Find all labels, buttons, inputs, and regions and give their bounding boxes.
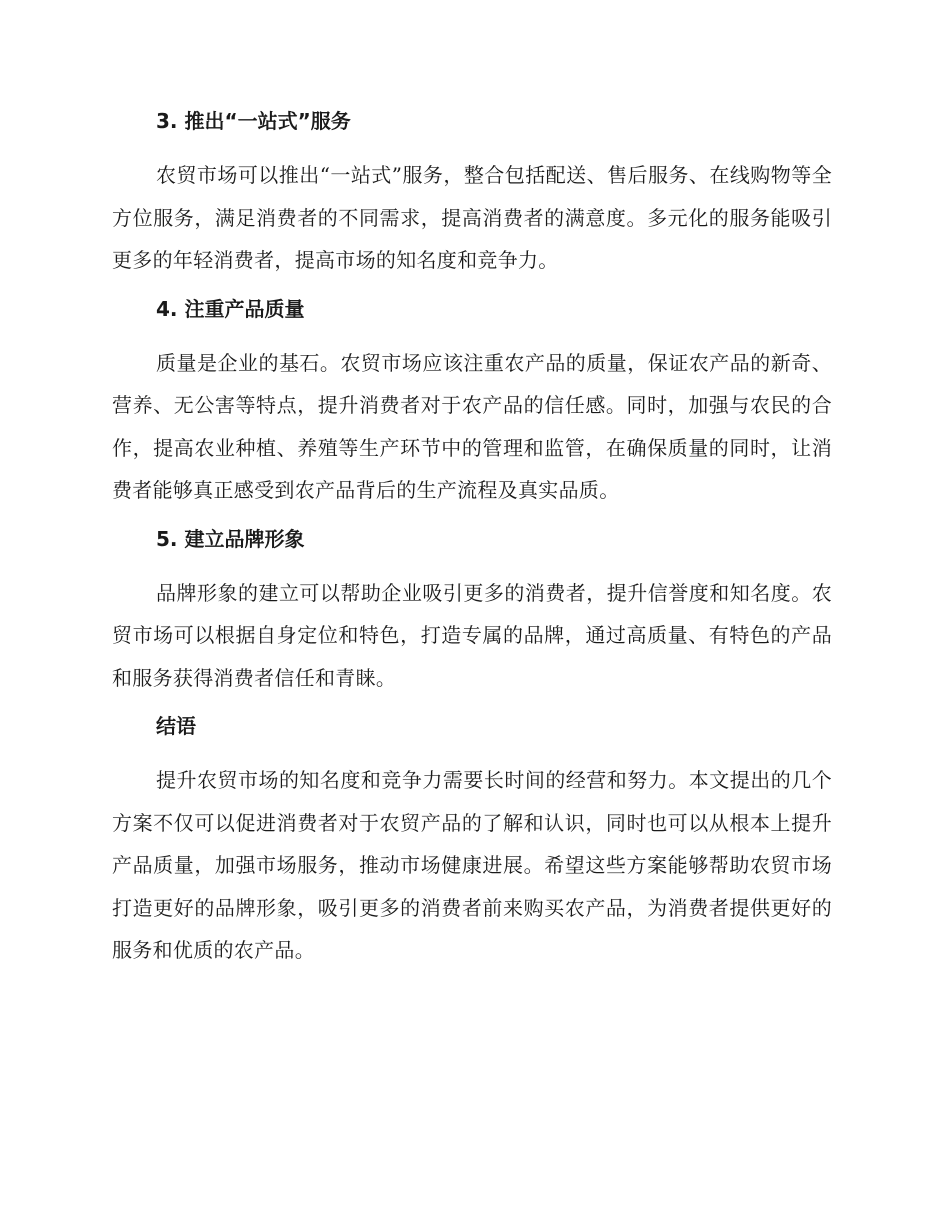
section-heading: 4. 注重产品质量 xyxy=(156,296,305,321)
section-brand-image xyxy=(112,524,832,700)
section-heading: 结语 xyxy=(156,714,196,738)
section-paragraph: 品牌形象的建立可以帮助企业吸引更多的消费者，提升信誉度和知名度。农贸市场可以根据自身定位和特色，打造专属的品牌，通过高质量、有特色的产品和服务获得消费者信任和青睐。 xyxy=(112,580,832,690)
section-paragraph: 提升农贸市场的知名度和竞争力需要长时间的经营和努力。本文提出的几个方案不仅可以促进消费者对于农贸产品的了解和认识，同时也可以从根本上提升产品质量，加强市场服务，推动市场健康进展。希望这些方案能够帮助农贸市场打造更好的品牌形象，吸引更多的消费者前来购买农产品，为消费者提供更好的服务和优质的农产品。 xyxy=(112,768,832,962)
section-heading: 3. 推出“一站式”服务 xyxy=(156,109,351,133)
section-one-stop-service xyxy=(112,106,832,282)
section-heading: 5. 建立品牌形象 xyxy=(156,526,305,551)
document-content xyxy=(112,106,832,972)
section-paragraph: 农贸市场可以推出“一站式”服务，整合包括配送、售后服务、在线购物等全方位服务，满足消费者的不同需求，提高消费者的满意度。多元化的服务能吸引更多的年轻消费者，提高市场的知名度和竞争力。 xyxy=(112,163,832,272)
section-product-quality xyxy=(112,294,832,512)
section-paragraph: 质量是企业的基石。农贸市场应该注重农产品的质量，保证农产品的新奇、营养、无公害等特点，提升消费者对于农产品的信任感。同时，加强与农民的合作，提高农业种植、养殖等生产环节中的管理和监管，在确保质量的同时，让消费者能够真正感受到农产品背后的生产流程及真实品质。 xyxy=(112,350,832,502)
section-conclusion xyxy=(112,711,832,972)
